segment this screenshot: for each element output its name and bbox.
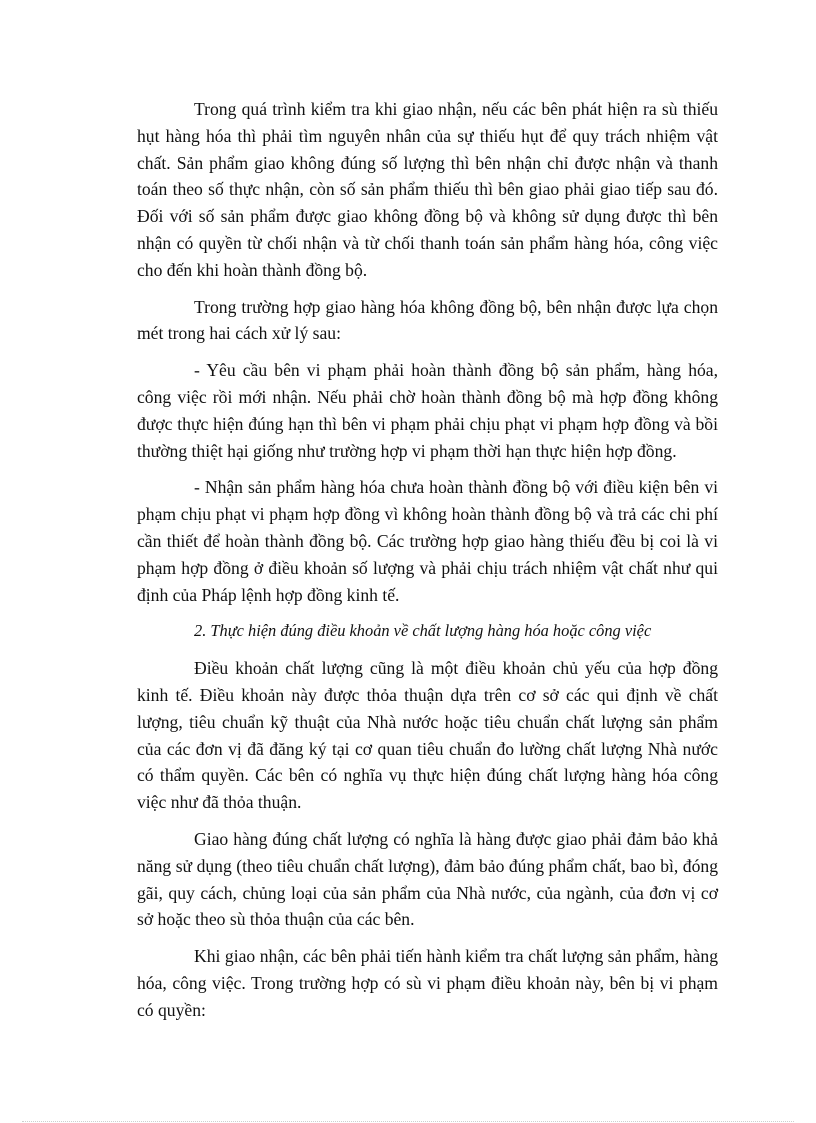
- bullet-require-completion: - Yêu cầu bên vi phạm phải hoàn thành đồng bộ sản phẩm, hàng hóa, công việc rồi mới nhận. Nếu phải chờ hoàn thành đồng bộ mà hợp đồng không được thực hiện đúng hạn thì bên vi phạm phải chịu phạt vi phạm hợp đồng và bồi thường thiệt hại giống như trường hợp vi phạm thời hạn thực hiện hợp đồng.: [137, 360, 718, 461]
- paragraph-non-synchronous-delivery: Trong trường hợp giao hàng hóa không đồng bộ, bên nhận được lựa chọn mét trong hai cách xử lý sau:: [137, 296, 718, 344]
- paragraph-quality-delivery: Giao hàng đúng chất lượng có nghĩa là hàng được giao phải đảm bảo khả năng sử dụng (theo tiêu chuẩn chất lượng), đảm bảo đúng phẩm chất, bao bì, đóng gãi, quy cách, chủng loại của sản phẩm của Nhà nước, của ngành, của đơn vị cơ sở hoặc theo sù thỏa thuận của các bên.: [137, 828, 718, 930]
- page-bottom-divider: [22, 1121, 794, 1122]
- paragraph-quality-clause: Điều khoản chất lượng cũng là một điều khoản chủ yếu của hợp đồng kinh tế. Điều khoản này được thỏa thuận dựa trên cơ sở các qui định về chất lượng, tiêu chuẩn kỹ thuật của Nhà nước hoặc tiêu chuẩn chất lượng sản phẩm của các đơn vị đã đăng ký tại cơ quan tiêu chuẩn đo lường chất lượng Nhà nước có thẩm quyền. Các bên có nghĩa vụ thực hiện đúng chất lượng hàng hóa công việc như đã thỏa thuận.: [137, 658, 718, 813]
- paragraph-quality-inspection: Khi giao nhận, các bên phải tiến hành kiểm tra chất lượng sản phẩm, hàng hóa, công việc. Trong trường hợp có sù vi phạm điều khoản này, bên bị vi phạm có quyền:: [137, 946, 718, 1020]
- bullet-accept-incomplete: - Nhận sản phẩm hàng hóa chưa hoàn thành đồng bộ với điều kiện bên vi phạm chịu phạt vi phạm hợp đồng vì không hoàn thành đồng bộ và trả các chi phí cần thiết để hoàn thành đồng bộ. Các trường hợp giao hàng thiếu đều bị coi là vi phạm hợp đồng ở điều khoản số lượng và phải chịu trách nhiệm vật chất như qui định của Pháp lệnh hợp đồng kinh tế.: [137, 477, 718, 605]
- document-page: [137, 96, 718, 1034]
- paragraph-shortage-inspection: Trong quá trình kiểm tra khi giao nhận, nếu các bên phát hiện ra sù thiếu hụt hàng hóa thì phải tìm nguyên nhân của sự thiếu hụt để quy trách nhiệm vật chất. Sản phẩm giao không đúng số lượng thì bên nhận chỉ được nhận và thanh toán theo số thực nhận, còn số sản phẩm thiếu thì bên giao phải giao tiếp sau đó. Đối với số sản phẩm được giao không đồng bộ và không sử dụng được thì bên nhận có quyền từ chối nhận và từ chối thanh toán sản phẩm hàng hóa, công việc cho đến khi hoàn thành đồng bộ.: [137, 99, 718, 280]
- section-heading-quality: 2. Thực hiện đúng điều khoản về chất lượng hàng hóa hoặc công việc: [194, 621, 652, 641]
